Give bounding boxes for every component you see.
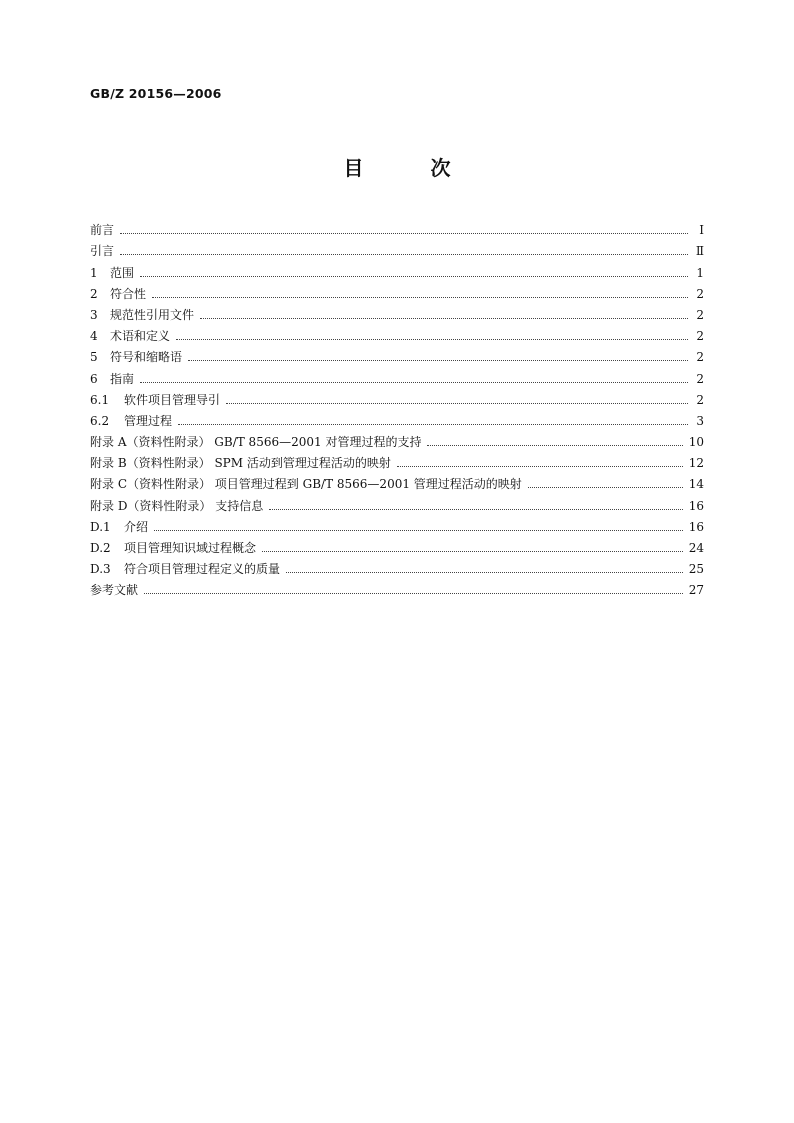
toc-leader-dots: [178, 424, 688, 425]
toc-entry-page: 27: [688, 583, 704, 598]
toc-entry-annex-d[interactable]: [90, 491, 704, 512]
toc-leader-dots: [269, 509, 682, 510]
toc-entry-page: 14: [688, 477, 704, 492]
toc-entry-annex-c[interactable]: [90, 470, 704, 491]
toc-entry-d1[interactable]: [90, 513, 704, 534]
toc-leader-dots: [152, 297, 688, 298]
toc-leader-dots: [226, 403, 688, 404]
toc-entry-page: 24: [688, 541, 704, 555]
toc-entry-page: 2: [696, 392, 704, 407]
toc-leader-dots: [200, 318, 688, 319]
toc-entry-page: 12: [688, 456, 704, 471]
toc-entry-text: 范围: [110, 265, 135, 280]
toc-entry-label: [90, 456, 397, 470]
toc-entry-text: 规范性引用文件: [110, 307, 195, 322]
toc-entry-label: [90, 372, 140, 386]
toc-entry-label: [90, 393, 226, 407]
toc-entry-conformance[interactable]: [90, 280, 704, 301]
toc-entry-annex-a[interactable]: [90, 428, 704, 449]
toc-entry-preface[interactable]: [90, 216, 704, 237]
toc-leader-dots: [188, 360, 688, 361]
toc-entry-number: 4: [90, 329, 98, 344]
toc-entry-guide[interactable]: [90, 364, 704, 385]
toc-entry-page: 2: [696, 350, 704, 365]
toc-entry-text: 参考文献: [90, 583, 139, 598]
toc-entry-bibliography[interactable]: [90, 576, 704, 597]
toc-leader-dots: [140, 276, 688, 277]
toc-entry-label: [90, 287, 152, 301]
toc-entry-text: 引言: [90, 244, 115, 259]
toc-leader-dots: [140, 382, 688, 383]
toc-entry-label: [90, 435, 427, 449]
toc-entry-text: 符合性: [110, 286, 147, 301]
toc-entry-text: 指南: [110, 371, 135, 386]
toc-entry-number: 1: [90, 265, 98, 280]
toc-entry-page: 16: [688, 498, 704, 513]
toc-entry-number: 2: [90, 286, 98, 301]
toc-entry-text: 介绍: [124, 519, 149, 534]
toc-entry-scope[interactable]: [90, 258, 704, 279]
toc-entry-label: [90, 562, 286, 576]
toc-entry-page: 2: [696, 371, 704, 386]
toc-entry-spm-guide[interactable]: [90, 386, 704, 407]
toc-entry-text: 附录 D（资料性附录） 支持信息: [90, 498, 264, 513]
toc-entry-page: 3: [696, 413, 704, 428]
toc-title: 目 次: [343, 156, 481, 180]
toc-entry-text: 术语和定义: [110, 329, 171, 344]
toc-entry-text: 软件项目管理导引: [124, 392, 221, 407]
toc-entry-label: [90, 499, 269, 513]
toc-entry-page: 2: [696, 307, 704, 322]
toc-entry-annex-b[interactable]: [90, 449, 704, 470]
toc-entry-d2[interactable]: [90, 534, 704, 555]
toc-leader-dots: [120, 233, 688, 234]
toc-leader-dots: [120, 254, 688, 255]
toc-entry-page: 2: [696, 329, 704, 344]
toc-entry-normative-references[interactable]: [90, 301, 704, 322]
toc-leader-dots: [144, 593, 683, 594]
toc-entry-label: [90, 583, 144, 597]
toc-leader-dots: [528, 487, 683, 488]
toc-entry-label: [90, 244, 120, 258]
toc-entry-number: 3: [90, 307, 98, 322]
toc-entry-label: [90, 520, 154, 534]
toc-entry-text: 附录 C（资料性附录） 项目管理过程到 GB/T 8566—2001 管理过程活动的映射: [90, 477, 522, 492]
toc-entry-text: 项目管理知识域过程概念: [124, 541, 257, 555]
toc-entry-number: 6.2: [90, 413, 110, 428]
toc-entry-text: 符合项目管理过程定义的质量: [124, 562, 281, 577]
toc-entry-page: Ⅱ: [695, 244, 704, 259]
toc-entry-number: 5: [90, 350, 98, 365]
toc-entry-label: [90, 350, 188, 364]
toc-leader-dots: [286, 572, 683, 573]
toc-entry-symbols[interactable]: [90, 343, 704, 364]
toc-leader-dots: [176, 339, 688, 340]
toc-entry-text: 前言: [90, 223, 115, 238]
toc-entry-text: 符号和缩略语: [110, 350, 183, 365]
toc-entry-text: 附录 A（资料性附录） GB/T 8566—2001 对管理过程的支持: [90, 435, 422, 450]
toc-leader-dots: [262, 551, 683, 552]
toc-entry-number: D.1: [90, 519, 111, 534]
toc-entry-label: [90, 329, 176, 343]
toc-entry-number: D.3: [90, 562, 111, 577]
toc-entry-page: 2: [696, 286, 704, 301]
toc-entry-page: 16: [688, 519, 704, 534]
toc-leader-dots: [427, 445, 682, 446]
toc-leader-dots: [397, 466, 683, 467]
toc-entry-management-process[interactable]: [90, 407, 704, 428]
toc-entry-label: [90, 477, 528, 491]
toc-entry-label: [90, 223, 120, 237]
toc-entry-page: 1: [696, 265, 704, 280]
toc-entry-d3[interactable]: [90, 555, 704, 576]
table-of-contents: [90, 216, 704, 597]
toc-entry-terms[interactable]: [90, 322, 704, 343]
toc-entry-number: 6: [90, 371, 98, 386]
toc-entry-label: [90, 541, 262, 555]
document-code: GB/Z 20156—2006: [90, 86, 222, 101]
toc-entry-text: 附录 B（资料性附录） SPM 活动到管理过程活动的映射: [90, 456, 391, 471]
toc-entry-label: [90, 266, 140, 280]
toc-entry-text: 管理过程: [124, 413, 173, 428]
toc-entry-label: [90, 414, 178, 428]
toc-leader-dots: [154, 530, 683, 531]
toc-entry-page: 25: [688, 562, 704, 577]
toc-entry-label: [90, 308, 200, 322]
toc-entry-page: 10: [688, 435, 704, 450]
toc-entry-number: 6.1: [90, 392, 110, 407]
toc-entry-page: I: [699, 223, 704, 238]
toc-entry-number: D.2: [90, 541, 111, 555]
toc-entry-introduction[interactable]: [90, 237, 704, 258]
